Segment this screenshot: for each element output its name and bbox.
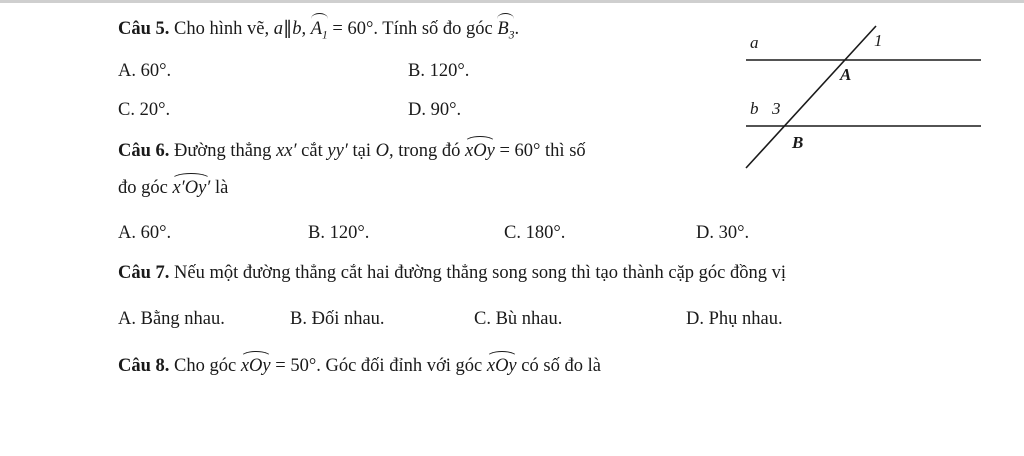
- question-8-text-3: có số đo là: [521, 356, 601, 377]
- option-key: C.: [118, 99, 135, 120]
- question-6-point-o: O: [375, 140, 389, 161]
- option-key: D.: [408, 99, 426, 120]
- question-7-stem: [118, 260, 888, 288]
- question-6-text-4: , trong đó: [388, 140, 461, 161]
- figure-svg: [736, 18, 1006, 188]
- question-5-text-1: Cho hình vẽ,: [174, 19, 270, 39]
- question-8-text-1: Cho góc: [174, 356, 237, 377]
- option-key: B.: [308, 223, 325, 244]
- question-5-angle-a1: $A_1$: [311, 16, 328, 45]
- question-7-option-d[interactable]: [686, 306, 783, 334]
- question-5-stem: Câu 5. Cho hình vẽ, a∥b, $A_1 = 60^\circ$. Tính số đo góc $B_3$.: [118, 16, 888, 45]
- option-key: B.: [290, 309, 307, 330]
- question-7-option-c[interactable]: [474, 306, 562, 334]
- question-8-equation: = 50°: [275, 356, 317, 377]
- question-5-option-b[interactable]: [408, 58, 469, 86]
- option-value: 90°.: [430, 99, 462, 120]
- option-value: 60°.: [140, 223, 172, 244]
- question-5-text-3: .: [514, 19, 520, 39]
- option-value: Bù nhau.: [495, 309, 563, 330]
- figure-point-b: B: [792, 133, 804, 152]
- option-key: A.: [118, 60, 136, 81]
- question-5-option-a[interactable]: [118, 58, 171, 86]
- question-5-equation-1: = 60°: [332, 19, 374, 39]
- question-6-options-row: [118, 220, 888, 246]
- option-value: Đối nhau.: [311, 309, 385, 330]
- option-value: 60°.: [140, 60, 172, 81]
- question-6-text-6: đo góc: [118, 177, 168, 198]
- question-7-option-a[interactable]: [118, 306, 225, 334]
- figure-label-b: b: [750, 99, 759, 118]
- question-5-option-c[interactable]: [118, 97, 170, 125]
- option-value: 120°.: [429, 60, 470, 81]
- question-6-label: Câu 6.: [118, 140, 170, 161]
- option-value: 20°.: [139, 99, 171, 120]
- option-key: A.: [118, 309, 136, 330]
- option-value: 120°.: [329, 223, 370, 244]
- question-6-option-c[interactable]: [504, 220, 565, 248]
- question-5-parallel-symbol: ∥: [282, 19, 293, 39]
- question-8-text-2: . Góc đối đỉnh với góc: [316, 356, 483, 377]
- transversal-line: [746, 26, 876, 168]
- question-5-label: Câu 5.: [118, 19, 170, 39]
- question-8-angle-xoy-2: xOy: [487, 352, 517, 381]
- option-key: A.: [118, 223, 136, 244]
- question-5-var-a: a: [273, 19, 283, 39]
- question-7-options-row: [118, 306, 888, 332]
- question-5-var-b: b: [292, 19, 302, 39]
- option-value: 30°.: [718, 223, 750, 244]
- option-value: 180°.: [525, 223, 566, 244]
- option-key: C.: [474, 309, 491, 330]
- question-6-option-b[interactable]: [308, 220, 369, 248]
- question-6-angle-x-o-y-prime: x′Oy′: [172, 174, 210, 203]
- question-7-option-b[interactable]: [290, 306, 385, 334]
- option-key: B.: [408, 60, 425, 81]
- question-5-angle-b3: $B_3$: [497, 16, 514, 45]
- question-6-option-a[interactable]: [118, 220, 171, 248]
- question-7-label: Câu 7.: [118, 263, 170, 284]
- question-6-text-5: thì số: [545, 140, 586, 161]
- question-8-angle-xoy-1: xOy: [241, 352, 271, 381]
- question-6-var-xx: xx′: [276, 140, 297, 161]
- option-value: Phụ nhau.: [708, 309, 783, 330]
- page-top-divider: [0, 0, 1024, 3]
- question-5-text-2: . Tính số đo góc: [373, 19, 493, 39]
- option-key: D.: [696, 223, 714, 244]
- figure-label-angle-3: 3: [772, 99, 781, 118]
- geometry-figure: [736, 18, 1006, 188]
- question-6-text-7: là: [214, 177, 229, 198]
- question-8-stem: [118, 352, 888, 381]
- figure-label-angle-1: 1: [874, 31, 883, 50]
- question-8-label: Câu 8.: [118, 356, 170, 377]
- question-6-text-1: Đường thẳng: [174, 140, 272, 161]
- question-5-option-d[interactable]: [408, 97, 461, 125]
- option-key: D.: [686, 309, 704, 330]
- question-6-option-d[interactable]: [696, 220, 749, 248]
- question-6-angle-xoy: xOy: [465, 137, 495, 166]
- option-value: Bằng nhau.: [140, 309, 225, 330]
- question-6-text-3: tại: [352, 140, 371, 161]
- figure-label-a: a: [750, 33, 759, 52]
- figure-point-a: A: [840, 65, 852, 84]
- option-key: C.: [504, 223, 521, 244]
- question-6-text-2: cắt: [301, 140, 323, 161]
- question-6-equation: = 60°: [499, 140, 541, 161]
- question-7-text: Nếu một đường thẳng cắt hai đường thẳng song song thì tạo thành cặp góc đồng vị: [174, 263, 787, 284]
- question-6-var-yy: yy′: [327, 140, 348, 161]
